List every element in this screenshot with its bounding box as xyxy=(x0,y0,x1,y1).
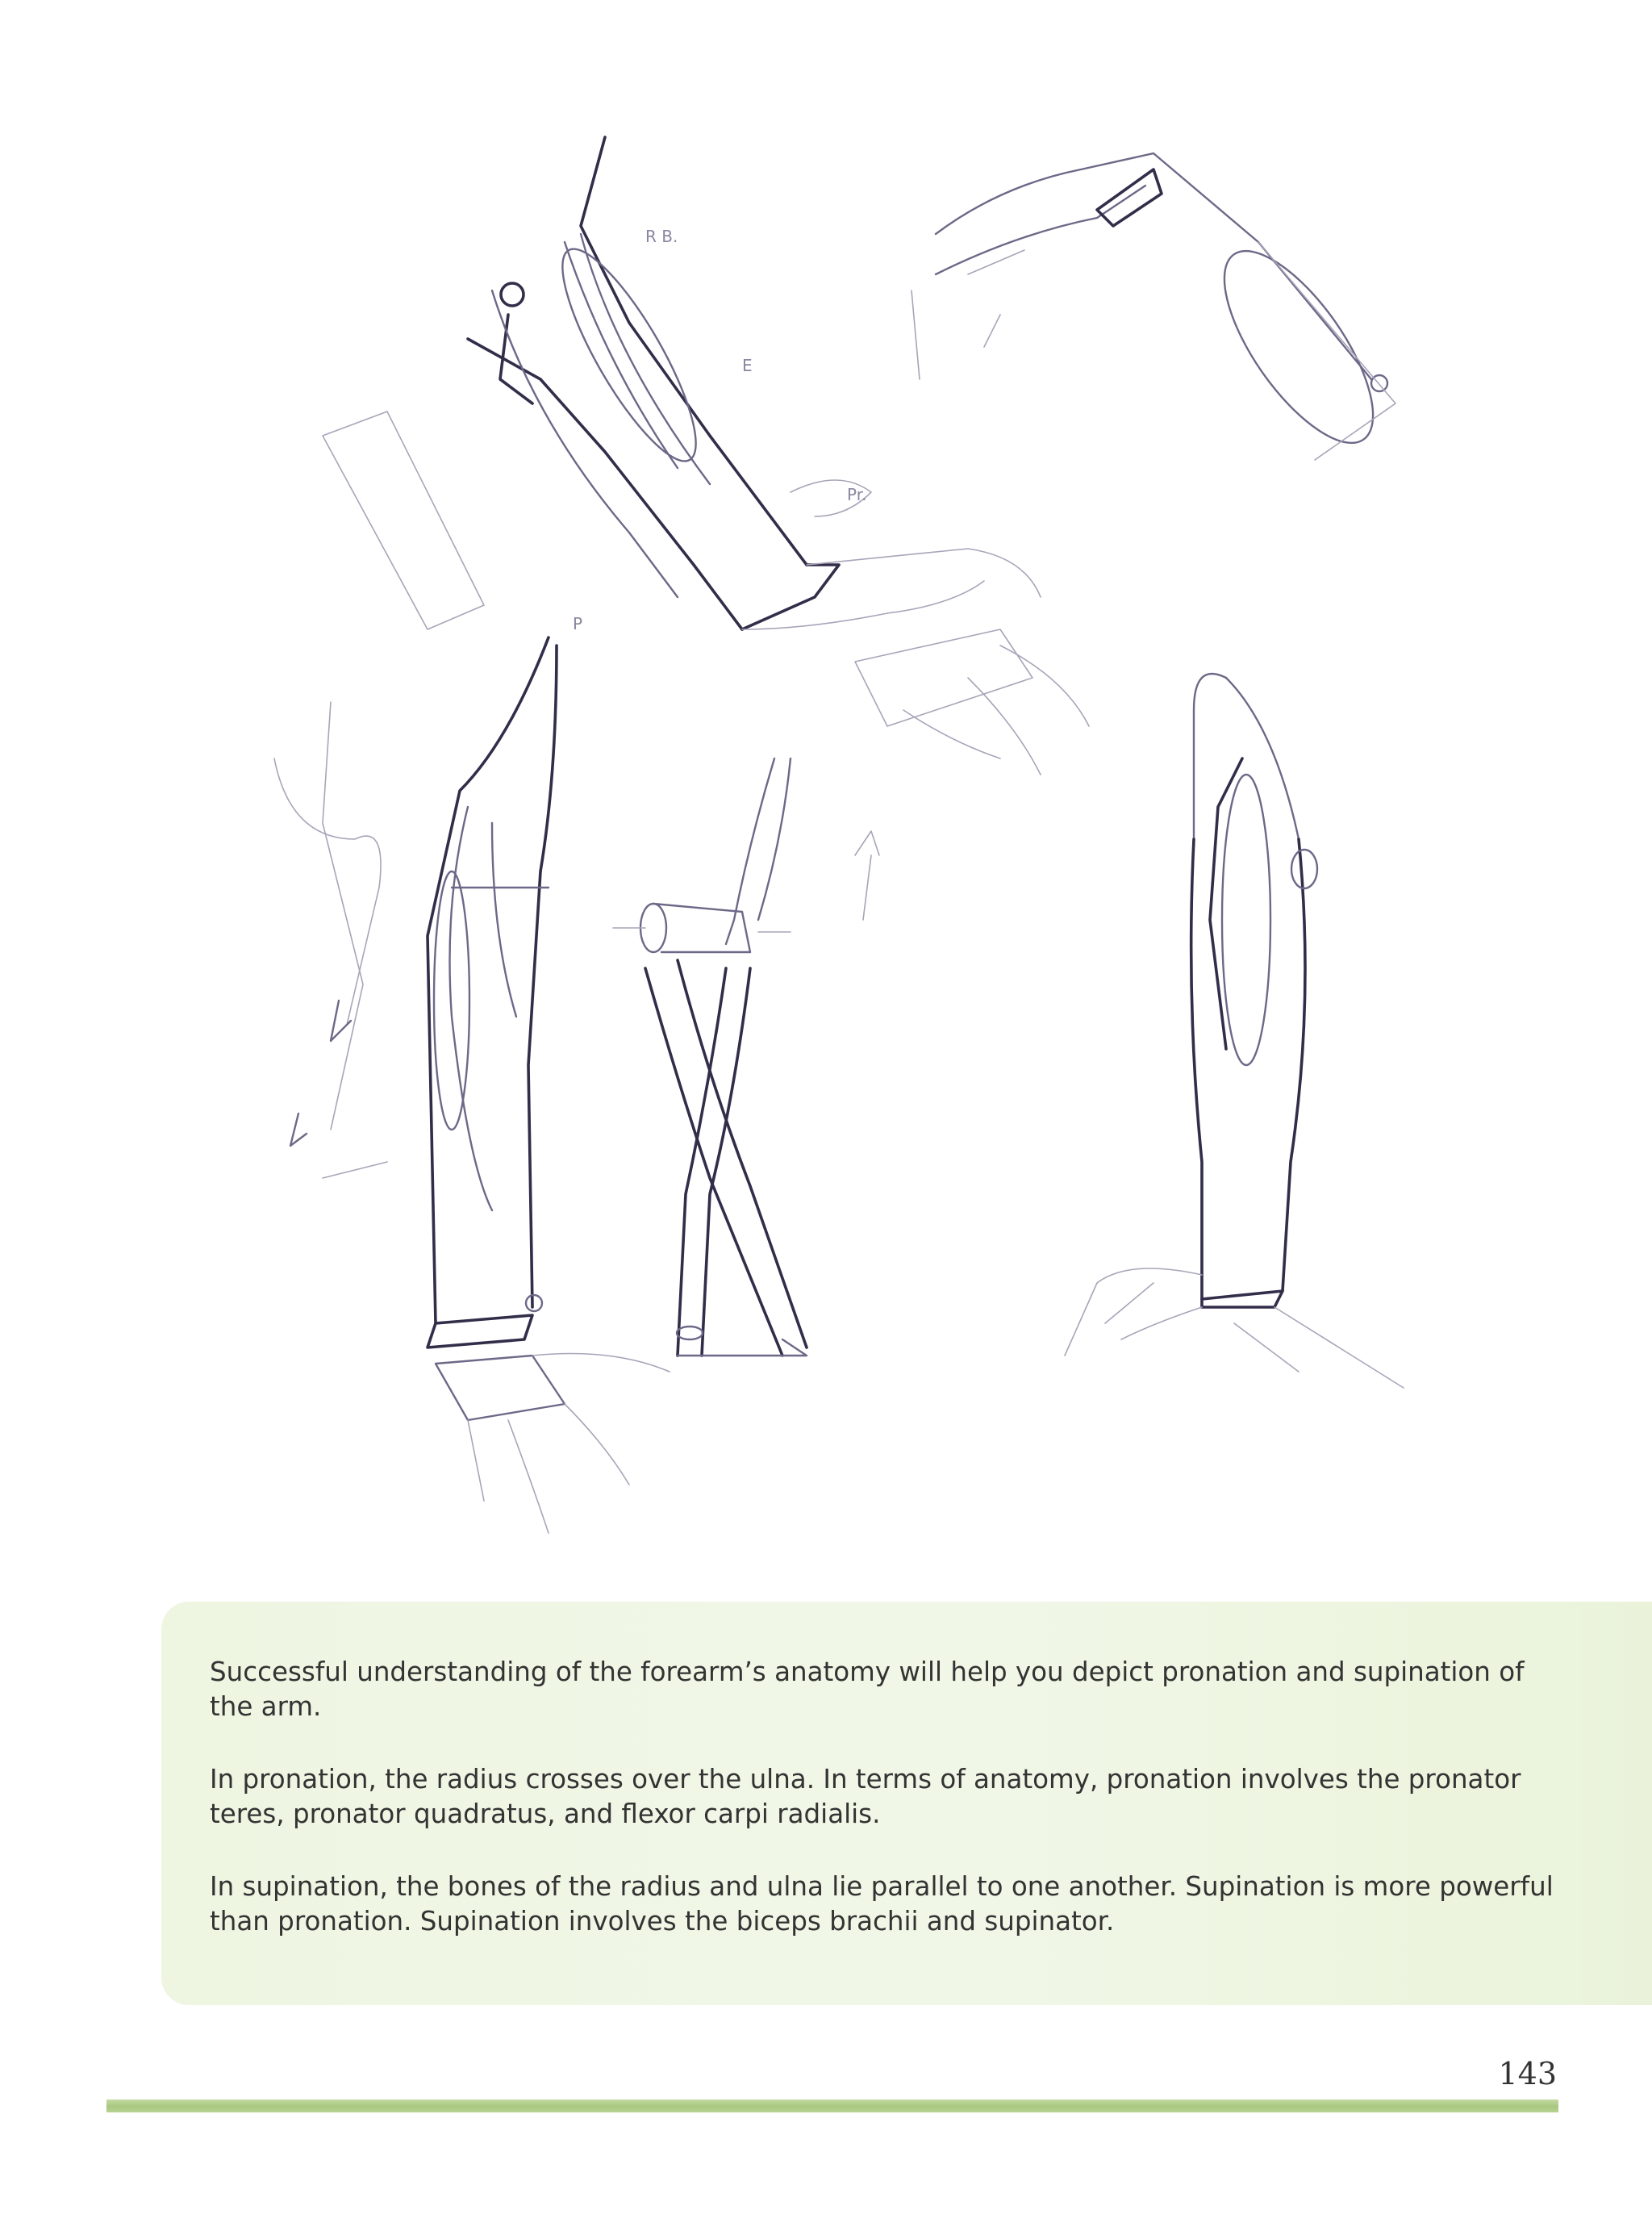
label-e: E xyxy=(742,356,753,375)
footer-rule xyxy=(106,2100,1558,2112)
left-guide-sketch xyxy=(274,412,484,1178)
bones-crossed-sketch xyxy=(613,758,879,1356)
page-number: 143 xyxy=(1498,2056,1557,2091)
anatomy-sketch-illustration xyxy=(226,113,1476,1565)
caption-text xyxy=(210,1655,1565,1977)
label-rb: R B. xyxy=(645,227,678,246)
paragraph-forearm-understanding: Successful understanding of the forearm’s anatomy will help you depict pronation and supination of the arm. xyxy=(210,1657,1525,1722)
paragraph-pronation: In pronation, the radius crosses over the ulna. In terms of anatomy, pronation involves the pronator teres, pronator quadratus, and flexor carpi radialis. xyxy=(210,1764,1521,1829)
label-pr: Pr. xyxy=(847,485,867,504)
label-p: P xyxy=(573,614,583,633)
caption-panel xyxy=(161,1602,1652,2005)
upper-right-arm-sketch xyxy=(912,153,1400,465)
paragraph-supination: In supination, the bones of the radius and ulna lie parallel to one another. Supination is more powerful than pronation. Supination involves the biceps brachii and supinator. xyxy=(210,1871,1554,1937)
left-forearm-sketch xyxy=(428,614,670,1533)
upper-forearm-sketch xyxy=(468,137,1089,775)
right-forearm-sketch xyxy=(1065,674,1404,1388)
